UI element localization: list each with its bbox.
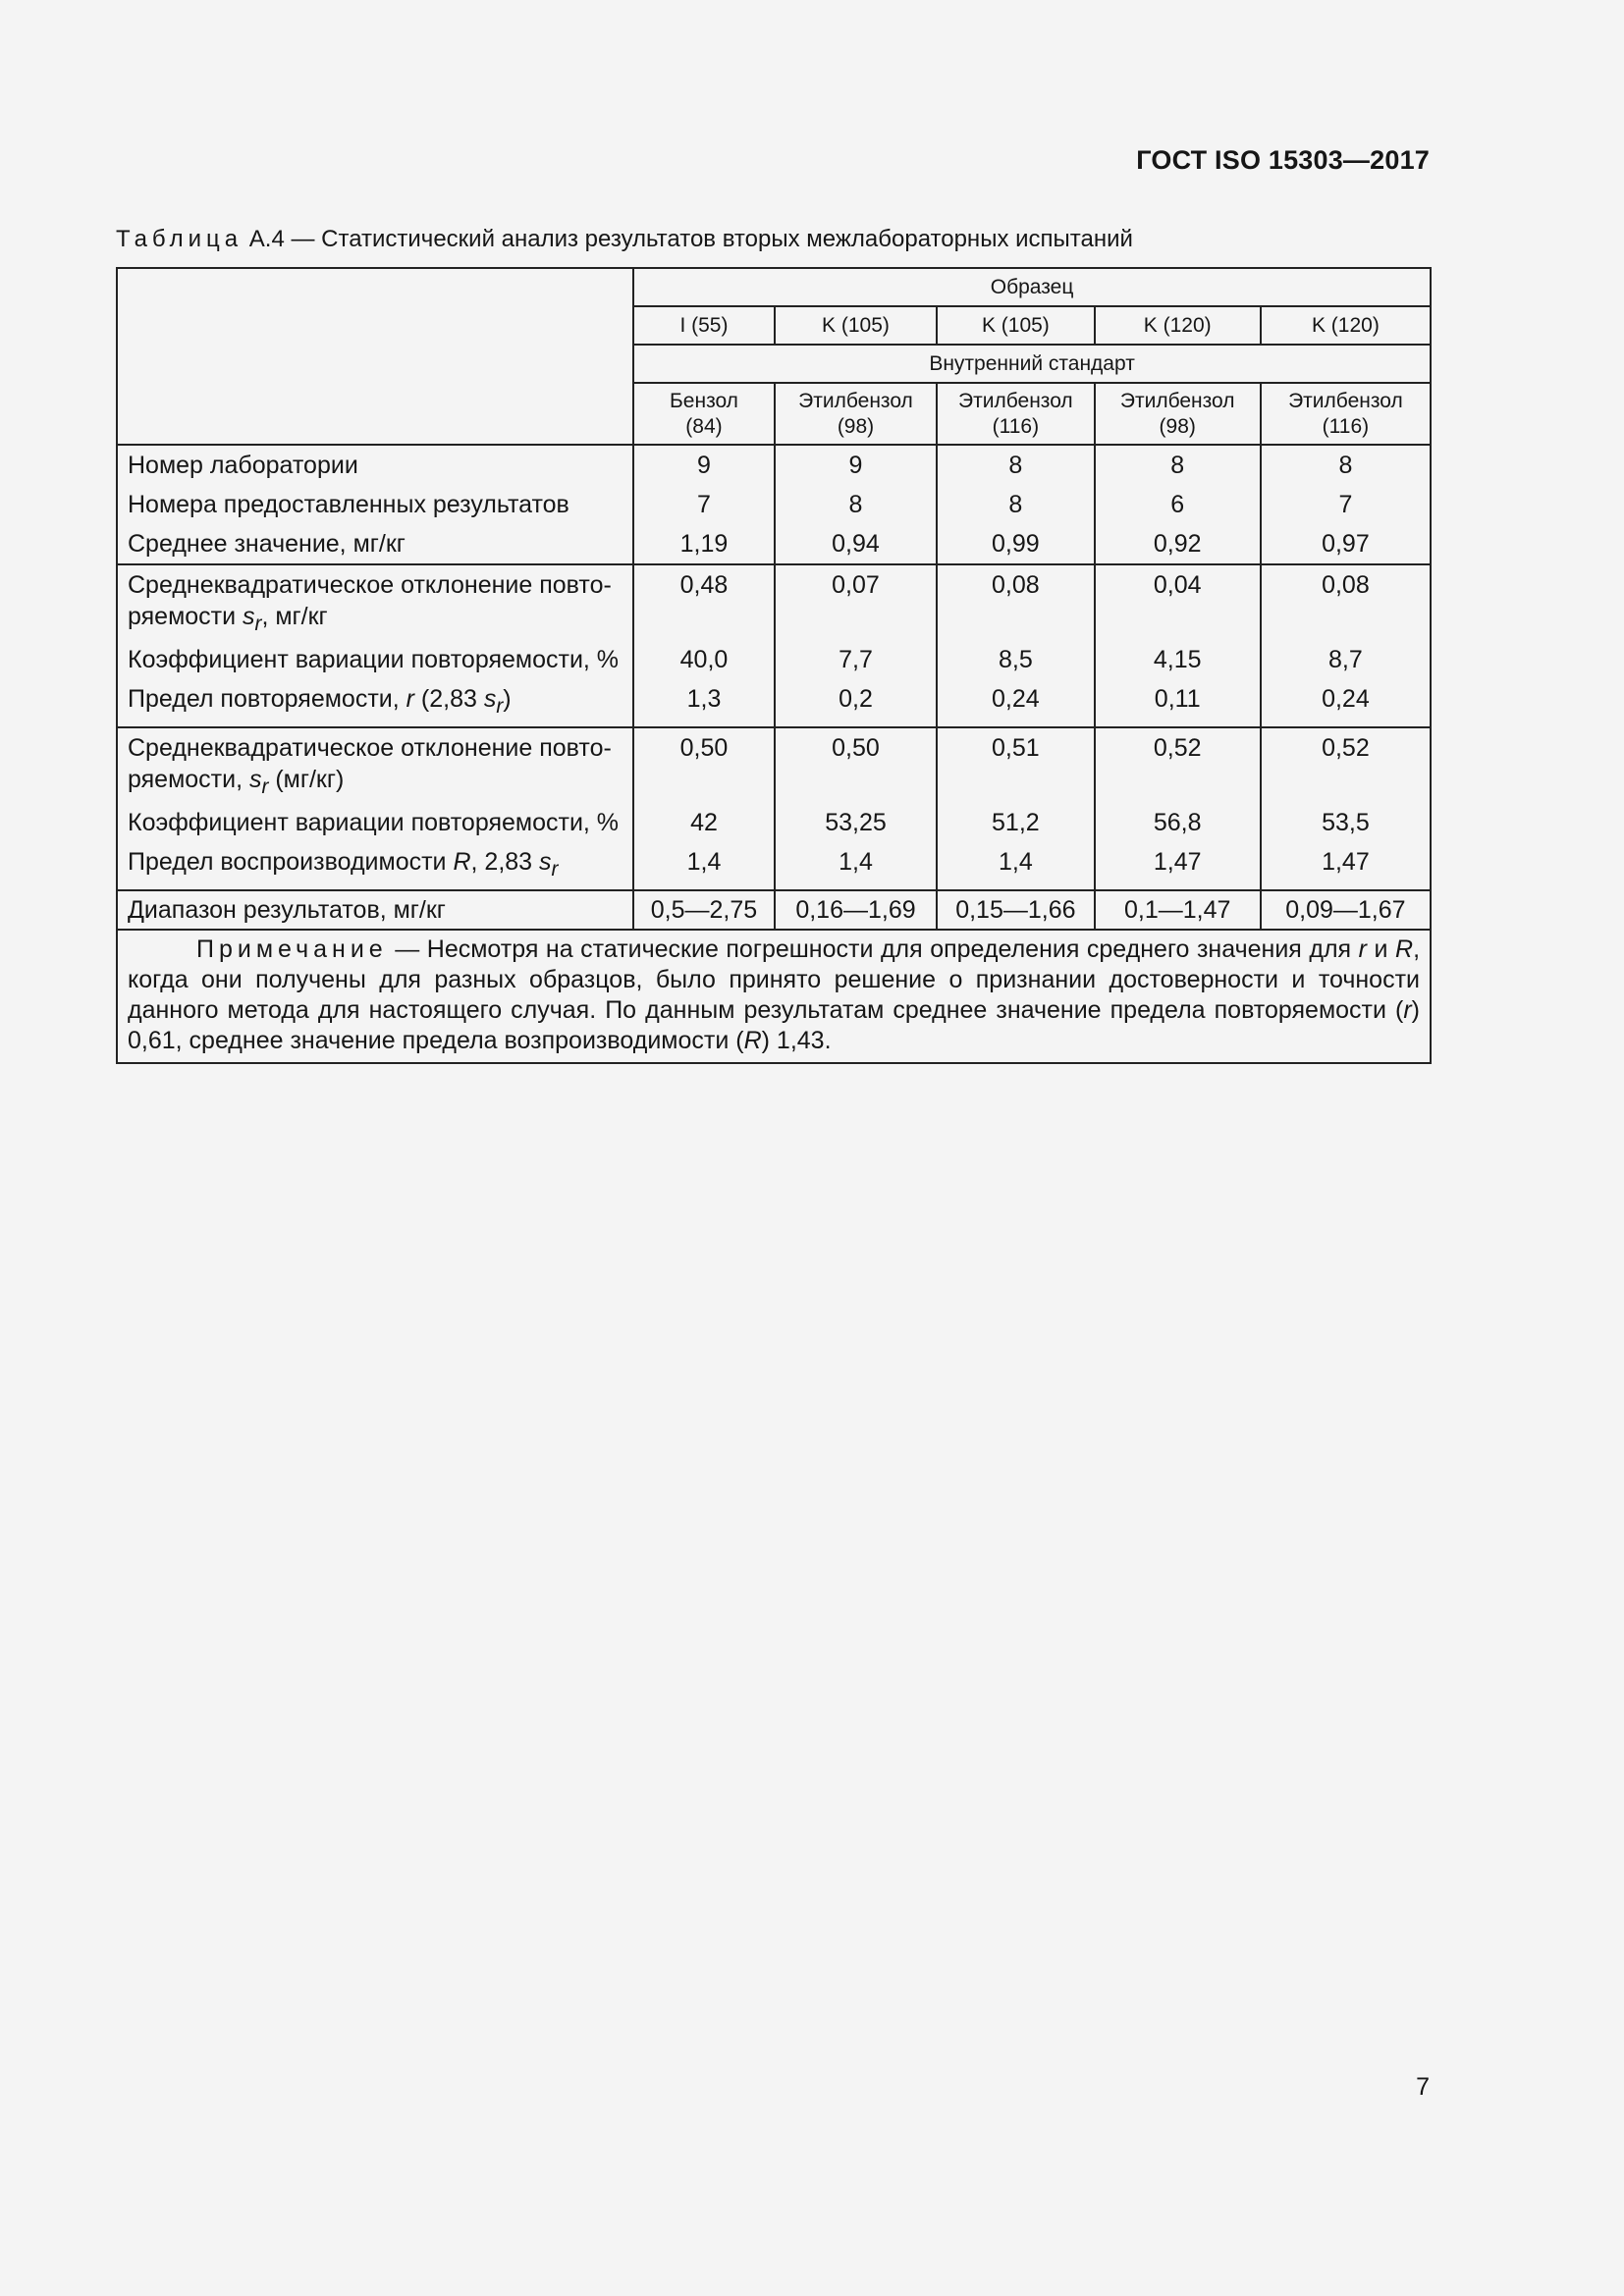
row-label xyxy=(117,564,633,640)
table-cell: 0,94 xyxy=(775,524,937,564)
table-cell: 53,5 xyxy=(1261,803,1431,842)
table-row xyxy=(117,803,1431,842)
note-label: Примечание xyxy=(196,935,388,963)
standard-name: Бензол xyxy=(670,390,738,412)
table-cell: 0,24 xyxy=(937,679,1094,727)
table-cell: 8 xyxy=(937,485,1094,524)
table-cell: 1,4 xyxy=(775,842,937,890)
symbol-sub-r: r xyxy=(496,695,504,718)
note-text: ) 0,61, среднее значение предела возпроизводимости ( xyxy=(128,996,1420,1054)
symbol-s: s xyxy=(483,685,497,713)
standard-cell xyxy=(633,383,775,445)
table-cell: 7 xyxy=(1261,485,1431,524)
table-cell: 0,2 xyxy=(775,679,937,727)
table-cell: 0,08 xyxy=(1261,564,1431,640)
table-cell: 0,92 xyxy=(1095,524,1261,564)
symbol-r: r xyxy=(1358,935,1367,963)
row-label: Номер лаборатории xyxy=(117,445,633,485)
symbol-R: R xyxy=(743,1027,762,1054)
standard-cell xyxy=(775,383,937,445)
standard-name: Этилбензол xyxy=(958,390,1073,412)
standard-number: (116) xyxy=(992,415,1040,438)
row-label-part: , мг/кг xyxy=(261,603,328,630)
note-text: — Несмотря на статические погрешности для определения среднего значения для xyxy=(387,935,1359,963)
table-cell: 0,52 xyxy=(1095,727,1261,803)
table-cell: 0,08 xyxy=(937,564,1094,640)
note-row xyxy=(117,930,1431,1063)
standard-name: Этилбензол xyxy=(798,390,913,412)
table-cell: 40,0 xyxy=(633,640,775,679)
table-cell: 8 xyxy=(1261,445,1431,485)
symbol-sub-r: r xyxy=(254,613,262,635)
table-cell: 0,48 xyxy=(633,564,775,640)
table-row xyxy=(117,842,1431,890)
row-label-part: Предел повторяемости, xyxy=(128,685,406,713)
table-cell: 1,19 xyxy=(633,524,775,564)
row-label-part: Среднеквадратическое отклонение повто- xyxy=(128,571,612,599)
table-row xyxy=(117,524,1431,564)
standard-number: (98) xyxy=(1159,415,1196,438)
symbol-r: r xyxy=(406,685,414,713)
table-cell: 42 xyxy=(633,803,775,842)
sample-cell: K (120) xyxy=(1095,306,1261,345)
table-cell: 8 xyxy=(937,445,1094,485)
row-label-part: Среднеквадратическое отклонение повто- xyxy=(128,734,612,762)
symbol-sub-r: r xyxy=(261,775,269,798)
sample-cell: K (105) xyxy=(937,306,1094,345)
table-cell: 0,52 xyxy=(1261,727,1431,803)
table-cell: 0,24 xyxy=(1261,679,1431,727)
standard-cell xyxy=(1095,383,1261,445)
sample-cell: K (105) xyxy=(775,306,937,345)
sample-cell: K (120) xyxy=(1261,306,1431,345)
symbol-R: R xyxy=(453,848,471,876)
row-label xyxy=(117,679,633,727)
standard-number: (98) xyxy=(837,415,875,438)
statistics-table xyxy=(116,267,1432,1064)
header-row-sample xyxy=(117,268,1431,306)
sample-header: Образец xyxy=(633,268,1431,306)
table-cell: 0,16—1,69 xyxy=(775,890,937,930)
table-row xyxy=(117,445,1431,485)
table-caption-text: А.4 — Статистический анализ результатов вторых межлабораторных испытаний xyxy=(243,226,1133,252)
row-label-part: (2,83 xyxy=(413,685,484,713)
standard-cell xyxy=(937,383,1094,445)
row-label-part: ряемости, xyxy=(128,766,249,793)
symbol-s: s xyxy=(539,848,552,876)
table-cell: 1,47 xyxy=(1261,842,1431,890)
row-label-part: (мг/кг) xyxy=(268,766,345,793)
standard-cell xyxy=(1261,383,1431,445)
document-code: ГОСТ ISO 15303—2017 xyxy=(1136,145,1430,175)
standard-number: (84) xyxy=(685,415,723,438)
table-cell: 0,15—1,66 xyxy=(937,890,1094,930)
row-label-part: ) xyxy=(503,685,512,713)
table-cell: 1,47 xyxy=(1095,842,1261,890)
internal-standard-header: Внутренний стандарт xyxy=(633,345,1431,383)
table-cell: 0,97 xyxy=(1261,524,1431,564)
table-cell: 7,7 xyxy=(775,640,937,679)
table-cell: 6 xyxy=(1095,485,1261,524)
table-cell: 0,1—1,47 xyxy=(1095,890,1261,930)
row-label-part: Предел воспроизводимости xyxy=(128,848,454,876)
row-label: Диапазон результатов, мг/кг xyxy=(117,890,633,930)
table-row xyxy=(117,679,1431,727)
table-cell: 0,50 xyxy=(775,727,937,803)
table-caption-prefix: Таблица xyxy=(116,226,244,252)
standard-number: (116) xyxy=(1322,415,1370,438)
symbol-r: r xyxy=(1403,996,1412,1024)
row-label xyxy=(117,727,633,803)
symbol-s: s xyxy=(248,766,262,793)
table-caption xyxy=(116,226,1133,253)
sample-cell: I (55) xyxy=(633,306,775,345)
table-cell: 0,99 xyxy=(937,524,1094,564)
table-cell: 56,8 xyxy=(1095,803,1261,842)
table-cell: 1,4 xyxy=(633,842,775,890)
row-label-part: , 2,83 xyxy=(470,848,540,876)
table-cell: 4,15 xyxy=(1095,640,1261,679)
table-cell: 1,3 xyxy=(633,679,775,727)
table-cell: 1,4 xyxy=(937,842,1094,890)
table-cell: 0,11 xyxy=(1095,679,1261,727)
note-text: ) 1,43. xyxy=(761,1027,832,1054)
table-cell: 9 xyxy=(633,445,775,485)
table-cell: 0,09—1,67 xyxy=(1261,890,1431,930)
table-cell: 0,50 xyxy=(633,727,775,803)
symbol-R: R xyxy=(1395,935,1414,963)
table-cell: 8,5 xyxy=(937,640,1094,679)
row-label: Номера предоставленных результатов xyxy=(117,485,633,524)
table-row xyxy=(117,890,1431,930)
table-cell: 0,07 xyxy=(775,564,937,640)
header-stub xyxy=(117,268,633,445)
table-row xyxy=(117,640,1431,679)
table-cell: 0,04 xyxy=(1095,564,1261,640)
table-row xyxy=(117,564,1431,640)
table-row xyxy=(117,485,1431,524)
standard-name: Этилбензол xyxy=(1119,390,1235,412)
row-label: Среднее значение, мг/кг xyxy=(117,524,633,564)
row-label xyxy=(117,842,633,890)
page-number: 7 xyxy=(1416,2073,1430,2101)
row-label-part: ряемости xyxy=(128,603,244,630)
table-cell: 9 xyxy=(775,445,937,485)
table-cell: 51,2 xyxy=(937,803,1094,842)
note-text: и xyxy=(1366,935,1395,963)
table-note xyxy=(117,930,1431,1063)
table-cell: 8 xyxy=(1095,445,1261,485)
table-cell: 7 xyxy=(633,485,775,524)
table-cell: 53,25 xyxy=(775,803,937,842)
standard-name: Этилбензол xyxy=(1288,390,1403,412)
table-cell: 0,5—2,75 xyxy=(633,890,775,930)
note-text: , когда они получены для разных образцов, было принято решение о признании достоверности и точности данного метода для настоящего случая. По данным результатам среднее значение предела повторяемости ( xyxy=(128,935,1421,1024)
table-cell: 8 xyxy=(775,485,937,524)
row-label: Коэффициент вариации повторяемости, % xyxy=(117,803,633,842)
table-cell: 8,7 xyxy=(1261,640,1431,679)
table-row xyxy=(117,727,1431,803)
row-label: Коэффициент вариации повторяемости, % xyxy=(117,640,633,679)
symbol-s: s xyxy=(243,603,255,630)
symbol-sub-r: r xyxy=(551,858,559,881)
table-cell: 0,51 xyxy=(937,727,1094,803)
